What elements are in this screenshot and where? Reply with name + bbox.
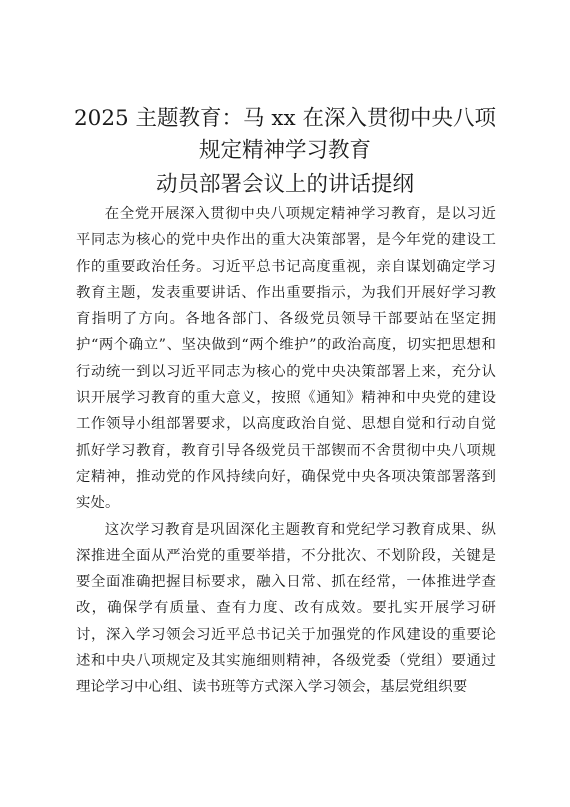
body-paragraph-1: 在全党开展深入贯彻中央八项规定精神学习教育，是以习近平同志为核心的党中央作出的重大决策部署，是今年党的建设工作的重要政治任务。习近平总书记高度重视，亲自谋划确定学习教育主题，发表重要讲话、作出重要指示，为我们开展好学习教育指明了方向。各地各部门、各级党员领导干部要站在坚定拥护“两个确立”、坚决做到“两个维护”的政治高度，切实把思想和行动统一到以习近平同志为核心的党中央决策部署上来，充分认识开展学习教育的重大意义，按照《通知》精神和中央党的建设工作领导小组部署要求，以高度政治自觉、思想自觉和行动自觉抓好学习教育，教育引导各级党员干部锲而不舍贯彻中央八项规定精神，推动党的作风持续向好，确保党中央各项决策部署落到实处。 <box>76 206 496 512</box>
document-title-line-2: 规定精神学习教育 <box>198 138 371 163</box>
document-subtitle: 动员部署会议上的讲话提纲 <box>155 172 414 197</box>
document-body <box>76 201 496 701</box>
document-title-block <box>60 103 510 201</box>
document-title-line-1: 2025 主题教育：马 xx 在深入贯彻中央八项 <box>74 106 496 131</box>
body-paragraph-2: 这次学习教育是巩固深化主题教育和党纪学习教育成果、纵深推进全面从严治党的重要举措，不分批次、不划阶段，关键是要全面准确把握目标要求，融入日常、抓在经常，一体推进学查改，确保学有质量、查有力度、改有成效。要扎实开展学习研讨，深入学习领会习近平总书记关于加强党的作风建设的重要论述和中央八项规定及其实施细则精神，各级党委（党组）要通过理论学习中心组、读书班等方式深入学习领会，基层党组织要 <box>76 521 496 696</box>
